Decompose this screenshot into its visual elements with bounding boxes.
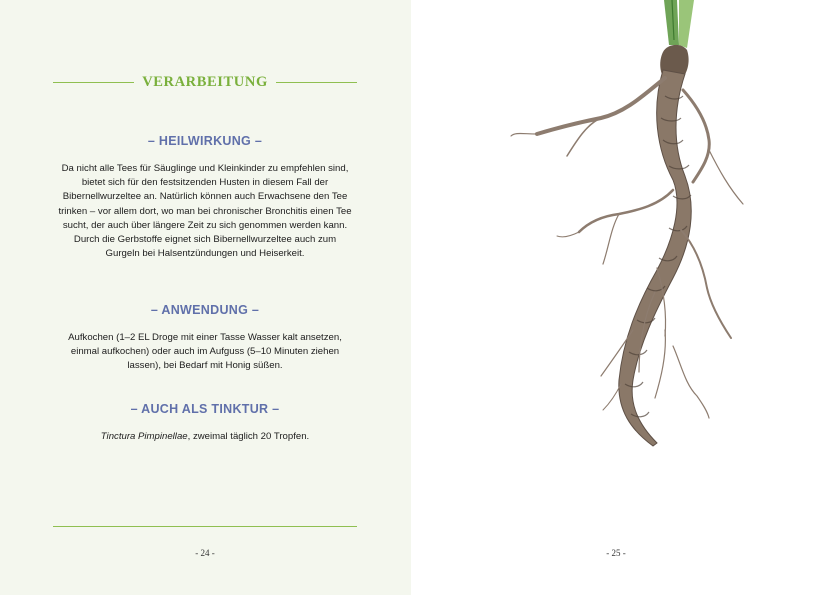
anwendung-text: Aufkochen (1–2 EL Droge mit einer Tasse Wasser kalt ansetzen, einmal aufkochen) oder auch im Aufguss (5–10 Minuten ziehen lassen), bei Bedarf mit Honig süßen. <box>68 332 342 372</box>
section-title: VERARBEITUNG <box>142 74 268 90</box>
section-header <box>53 74 357 91</box>
heilwirkung-heading: – HEILWIRKUNG – <box>147 134 263 148</box>
header-rule-left <box>53 82 134 83</box>
page-number-right: - 25 - <box>606 548 626 558</box>
heilwirkung-text: Da nicht alle Tees für Säuglinge und Kleinkinder zu empfehlen sind, bietet sich für den festsitzenden Husten in diesem Fall der Bibernellwurzeltee an. Natürlich können auch Erwachsene den Tee trinken – vor allem dort, wo man bei chronischer Bronchitis einen Tee sucht, der auch über längere Zeit zu sich genommen werden kann. Durch die Gerbstoffe eignet sich Bibernellwurzeltee auch zum Gurgeln bei Halsentzündungen und Heiserkeit. <box>58 163 352 260</box>
tinktur-latin-name: Tinctura Pimpinellae <box>100 431 188 442</box>
tinktur-dosage: , zweimal täglich 20 Tropfen. <box>187 431 310 442</box>
tinktur-section <box>53 402 357 444</box>
heilwirkung-section <box>53 134 357 261</box>
page-number-left: - 24 - <box>195 548 215 558</box>
anwendung-heading: – ANWENDUNG – <box>150 303 260 317</box>
tinktur-heading: – AUCH ALS TINKTUR – <box>130 402 280 416</box>
burnet-root-illustration <box>411 0 822 595</box>
right-page <box>411 0 822 595</box>
footer-rule <box>53 526 357 527</box>
tinktur-text <box>53 430 357 444</box>
header-rule-right <box>276 82 357 83</box>
anwendung-section <box>53 303 357 374</box>
